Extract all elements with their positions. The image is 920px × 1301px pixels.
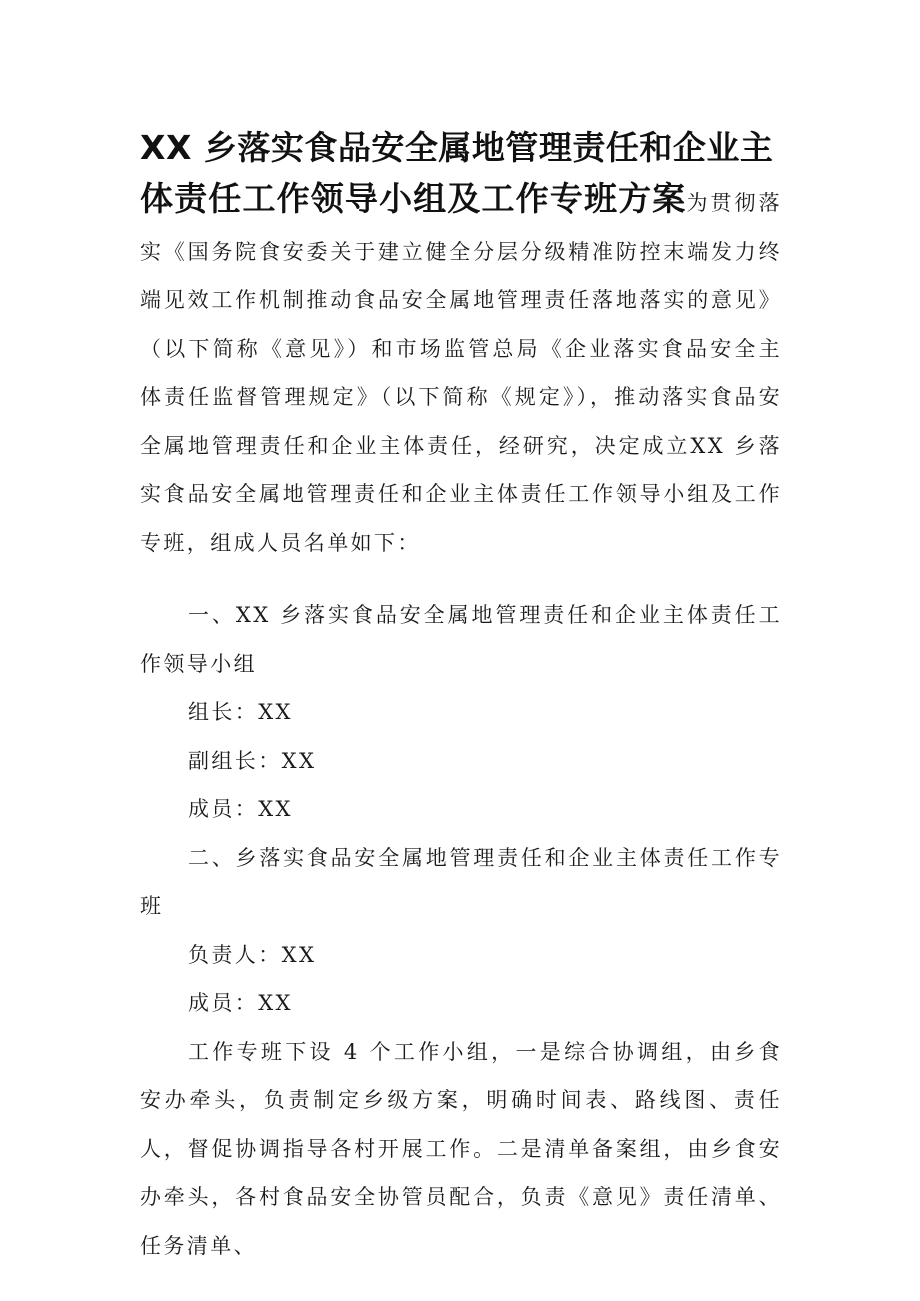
section1-members: 成员：XX [188, 797, 293, 821]
work-groups-paragraph: 工作专班下设 4 个工作小组，一是综合协调组，由乡食安办牵头，负责制定乡级方案，明确时间表、路线图、责任人，督促协调指导各村开展工作。二是清单备案组，由乡食安办牵头，各村食品安全协管员配合，负责《意见》责任清单、任务清单、 [140, 1039, 782, 1258]
document-title-line2: 体责任工作领导小组及工作专班方案 [140, 179, 687, 218]
section1-leader: 组长：XX [188, 700, 293, 724]
intro-paragraph: 为贯彻落实《国务院食安委关于建立健全分层分级精准防控末端发力终端见效工作机制推动食品安全属地管理责任落地落实的意见》（以下简称《意见》）和市场监管总局《企业落实食品安全主体责任监督管理规定》（以下简称《规定》），推动落实食品安全属地管理责任和企业主体责任，经研究，决定成立XX 乡落实食品安全属地管理责任和企业主体责任工作领导小组及工作专班，组成人员名单如下： [140, 191, 782, 555]
section2-members: 成员：XX [188, 991, 293, 1015]
section2-lead: 负责人：XX [188, 942, 317, 967]
section1-deputy-leader: 副组长：XX [188, 748, 317, 773]
section1-heading: 一、XX 乡落实食品安全属地管理责任和企业主体责任工作领导小组 [140, 603, 782, 676]
section2-heading: 二、乡落实食品安全属地管理责任和企业主体责任工作专班 [140, 845, 782, 918]
document-title-line1: XX 乡落实食品安全属地管理责任和企业主 [140, 128, 774, 167]
document-body [140, 118, 782, 1270]
title-and-intro [140, 122, 782, 567]
